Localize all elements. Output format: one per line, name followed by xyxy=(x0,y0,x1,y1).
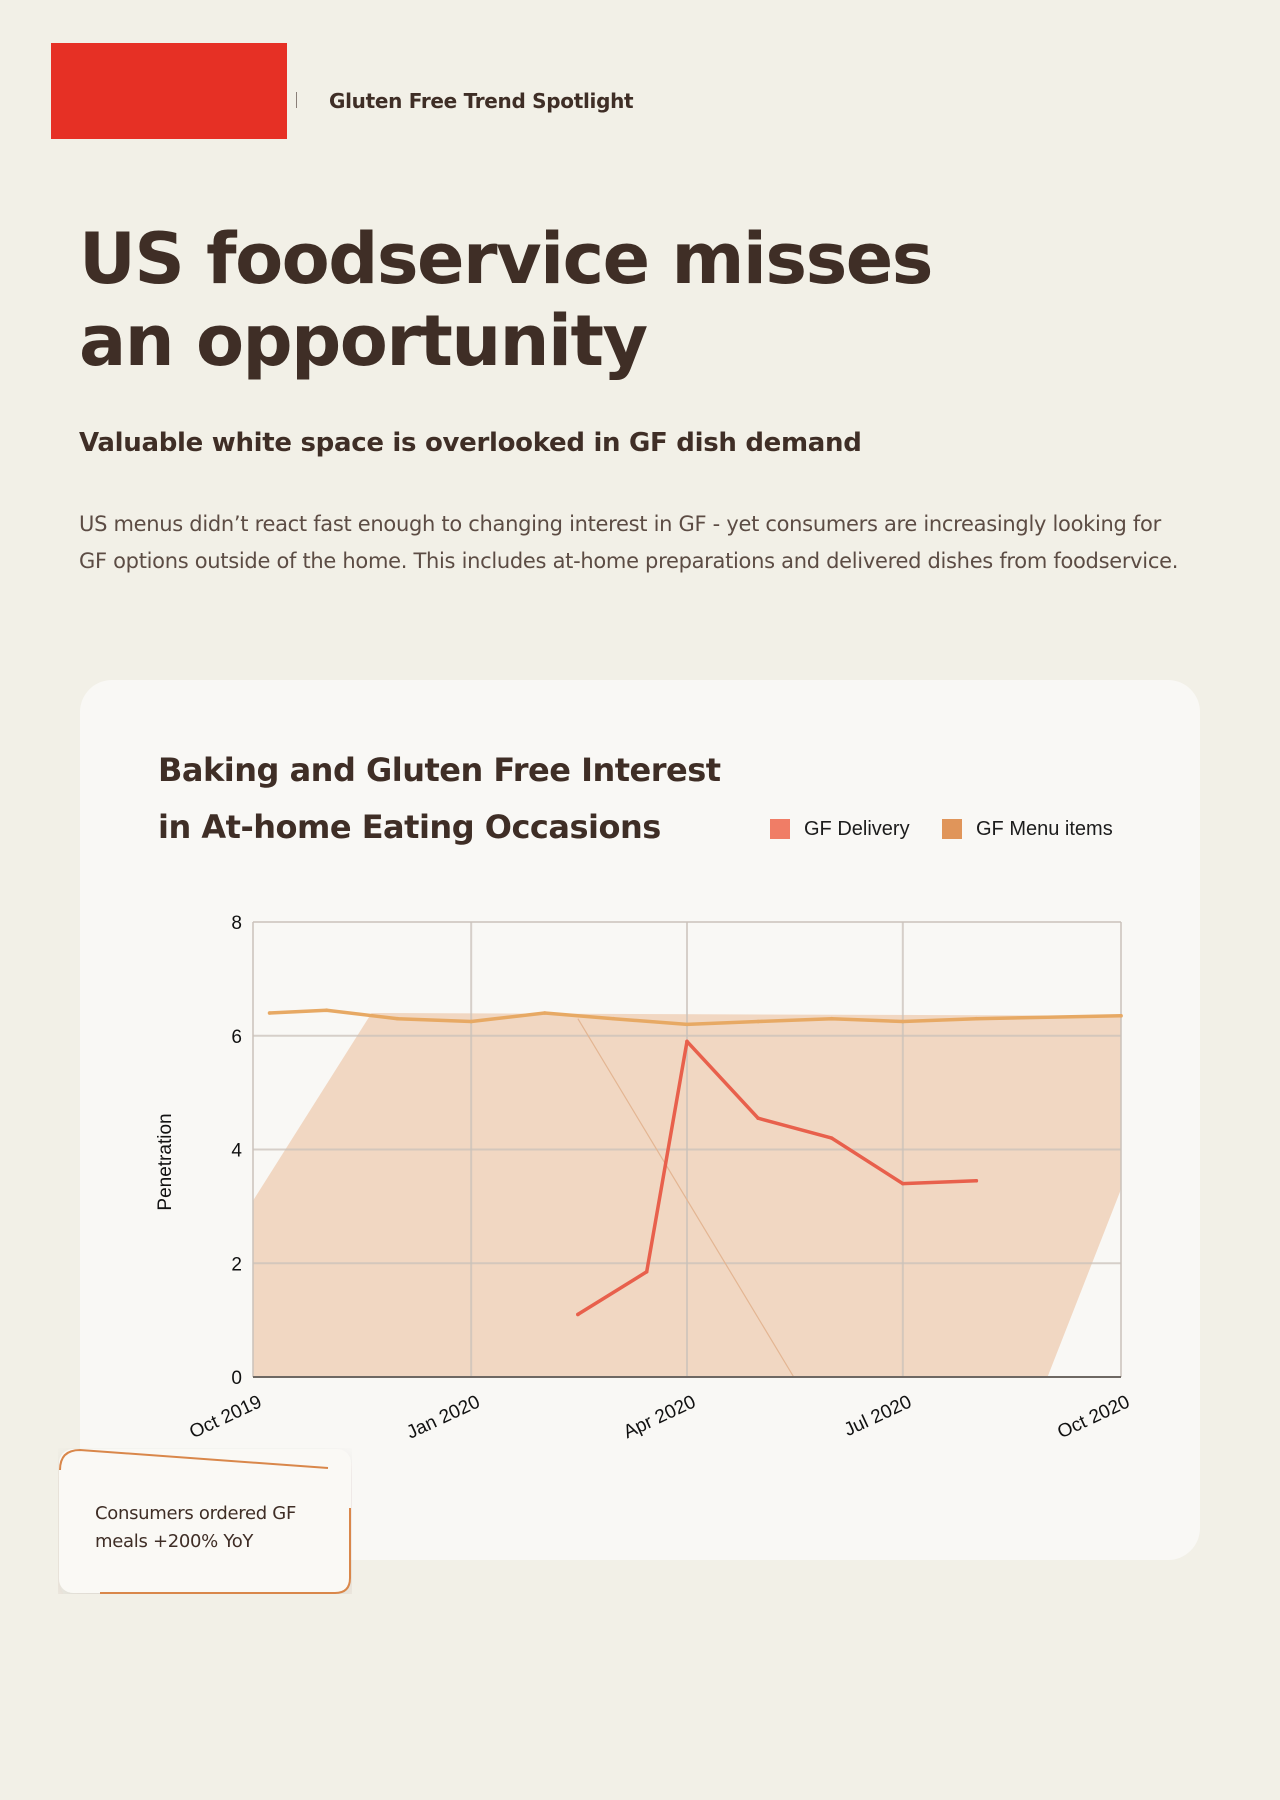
data-point-gf-menu-items xyxy=(612,1017,616,1021)
intro-paragraph: US menus didn’t react fast enough to changing interest in GF - yet consumers are increasingly looking for GF options outside of the home. This includes at-home preparations and delivered dishes from foodservice. xyxy=(79,512,1179,573)
x-tick-label: Jul 2020 xyxy=(840,1391,915,1441)
page-title-line: US foodservice misses xyxy=(79,218,932,300)
callout-card xyxy=(58,1448,352,1594)
x-tick-label: Oct 2019 xyxy=(186,1391,266,1444)
legend-label-gf-menu-items: GF Menu items xyxy=(976,817,1113,840)
callout-text: Consumers ordered GF meals +200% YoY xyxy=(95,1503,297,1552)
data-point-gf-delivery xyxy=(685,1040,689,1044)
header-title: Gluten Free Trend Spotlight xyxy=(329,89,634,113)
data-point-gf-delivery xyxy=(576,1313,580,1317)
data-point-gf-menu-items xyxy=(469,1020,473,1024)
data-point-gf-menu-items xyxy=(685,1023,689,1027)
page-subtitle: Valuable white space is overlooked in GF dish demand xyxy=(79,428,862,458)
data-point-gf-delivery xyxy=(975,1179,979,1183)
data-point-gf-menu-items xyxy=(268,1011,272,1015)
y-tick-label: 6 xyxy=(231,1026,242,1048)
data-point-gf-menu-items xyxy=(543,1011,547,1015)
x-tick-label: Apr 2020 xyxy=(620,1391,700,1444)
legend-label-gf-delivery: GF Delivery xyxy=(804,817,910,840)
y-tick-label: 4 xyxy=(231,1140,242,1162)
data-point-gf-menu-items xyxy=(901,1020,905,1024)
y-tick-label: 2 xyxy=(231,1254,242,1276)
data-point-gf-delivery xyxy=(830,1136,834,1140)
page-title-line: an opportunity xyxy=(79,300,647,382)
data-point-gf-menu-items xyxy=(830,1017,834,1021)
chart-title-line: Baking and Gluten Free Interest xyxy=(158,751,721,789)
data-point-gf-menu-items xyxy=(396,1017,400,1021)
data-point-gf-delivery xyxy=(645,1270,649,1274)
x-tick-label: Oct 2020 xyxy=(1054,1391,1134,1444)
y-tick-label: 0 xyxy=(231,1368,242,1389)
data-point-gf-menu-items xyxy=(975,1017,979,1021)
data-point-gf-delivery xyxy=(756,1116,760,1120)
data-point-gf-delivery xyxy=(901,1182,905,1186)
x-tick-label: Jan 2020 xyxy=(403,1391,484,1444)
data-point-gf-menu-items xyxy=(325,1008,329,1012)
y-tick-label: 8 xyxy=(231,913,242,934)
data-point-gf-menu-items xyxy=(1119,1014,1123,1018)
data-point-gf-menu-items xyxy=(756,1020,760,1024)
y-axis-label: Penetration xyxy=(155,1113,176,1211)
chart-title-line: in At-home Eating Occasions xyxy=(158,808,661,846)
